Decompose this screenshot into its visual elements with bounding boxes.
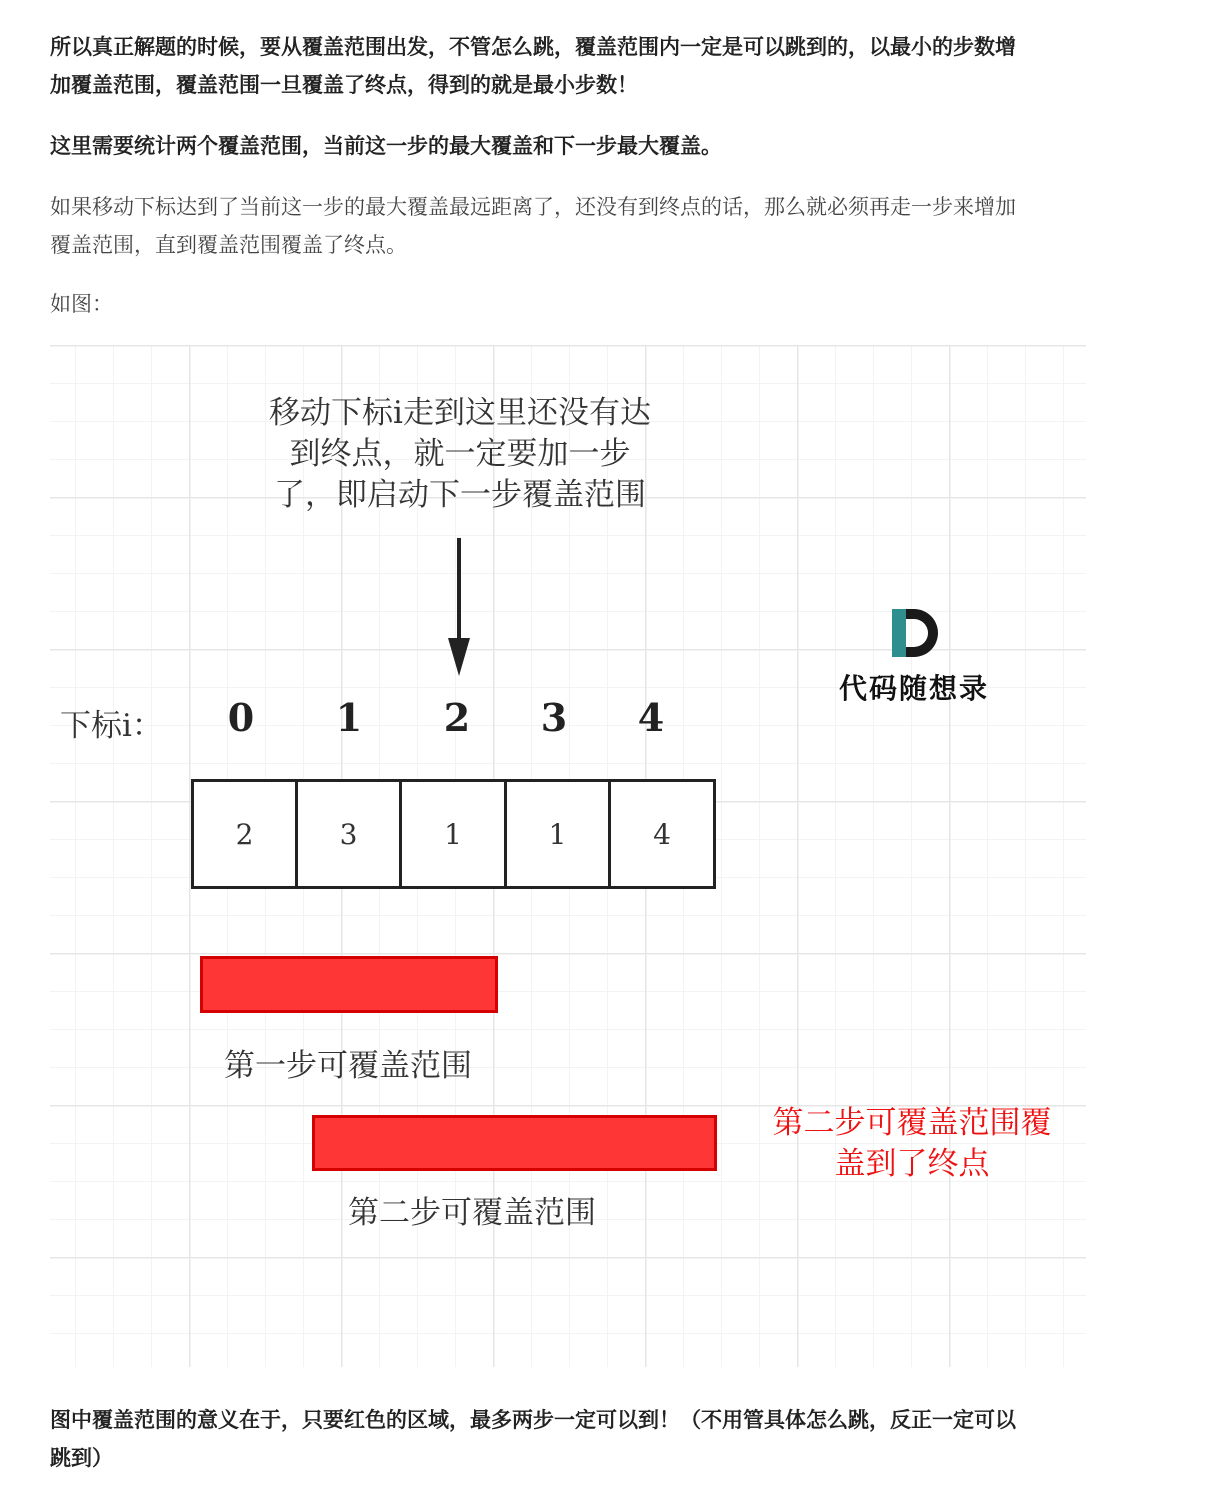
- intro-paragraph: [50, 28, 1090, 104]
- index-1: 1: [335, 695, 363, 740]
- reach-end-note: [762, 1103, 1062, 1185]
- explanation-paragraph: [50, 188, 1090, 264]
- reach-end-line-1: 第二步可覆盖范围覆: [772, 1105, 1052, 1141]
- conclusion-line-2: 跳到）: [50, 1446, 113, 1470]
- explanation-line-2: 覆盖范围，直到覆盖范围覆盖了终点。: [50, 233, 407, 257]
- annotation-line-3: 了，即启动下一步覆盖范围: [274, 477, 646, 513]
- intro-line-1: 所以真正解题的时候，要从覆盖范围出发，不管怎么跳，覆盖范围内一定是可以跳到的，以最小的步数增: [50, 35, 1016, 59]
- array-cell-3: 1: [504, 779, 611, 889]
- array-cell-4: 4: [608, 779, 716, 889]
- annotation-text: [250, 393, 670, 516]
- explanation-line-1: 如果移动下标达到了当前这一步的最大覆盖最远距离了，还没有到终点的话，那么就必须再走一步来增加: [50, 195, 1016, 219]
- coverage-diagram: [50, 345, 1086, 1367]
- reach-end-line-2: 盖到了终点: [834, 1146, 990, 1182]
- conclusion-line-1: 图中覆盖范围的意义在于，只要红色的区域，最多两步一定可以到！（不用管具体怎么跳，反正一定可以: [50, 1408, 1016, 1432]
- logo-d-icon: [890, 607, 940, 659]
- index-0: 0: [227, 695, 255, 740]
- logo-text: 代码随想录: [838, 672, 989, 705]
- intro-line-2: 加覆盖范围，覆盖范围一旦覆盖了终点，得到的就是最小步数！: [50, 73, 638, 97]
- down-arrow-icon: [444, 538, 474, 678]
- site-logo: [824, 607, 1004, 707]
- array-cell-2: 1: [399, 779, 507, 889]
- two-ranges-paragraph: 这里需要统计两个覆盖范围，当前这一步的最大覆盖和下一步最大覆盖。: [50, 134, 722, 158]
- step1-coverage-bar: [200, 956, 498, 1013]
- annotation-line-1: 移动下标i走到这里还没有达: [269, 395, 651, 431]
- as-shown-label: 如图：: [50, 292, 113, 316]
- step1-coverage-label: 第一步可覆盖范围: [224, 1048, 472, 1084]
- step2-coverage-bar: [312, 1115, 717, 1171]
- index-2: 2: [443, 695, 471, 740]
- array-cell-0: 2: [191, 779, 298, 889]
- conclusion-paragraph: [50, 1401, 1090, 1477]
- index-4: 4: [637, 695, 665, 740]
- index-label: 下标i：: [60, 708, 163, 744]
- index-3: 3: [540, 695, 568, 740]
- array-cell-1: 3: [295, 779, 402, 889]
- annotation-line-2: 到终点，就一定要加一步: [289, 436, 631, 472]
- step2-coverage-label: 第二步可覆盖范围: [348, 1195, 596, 1231]
